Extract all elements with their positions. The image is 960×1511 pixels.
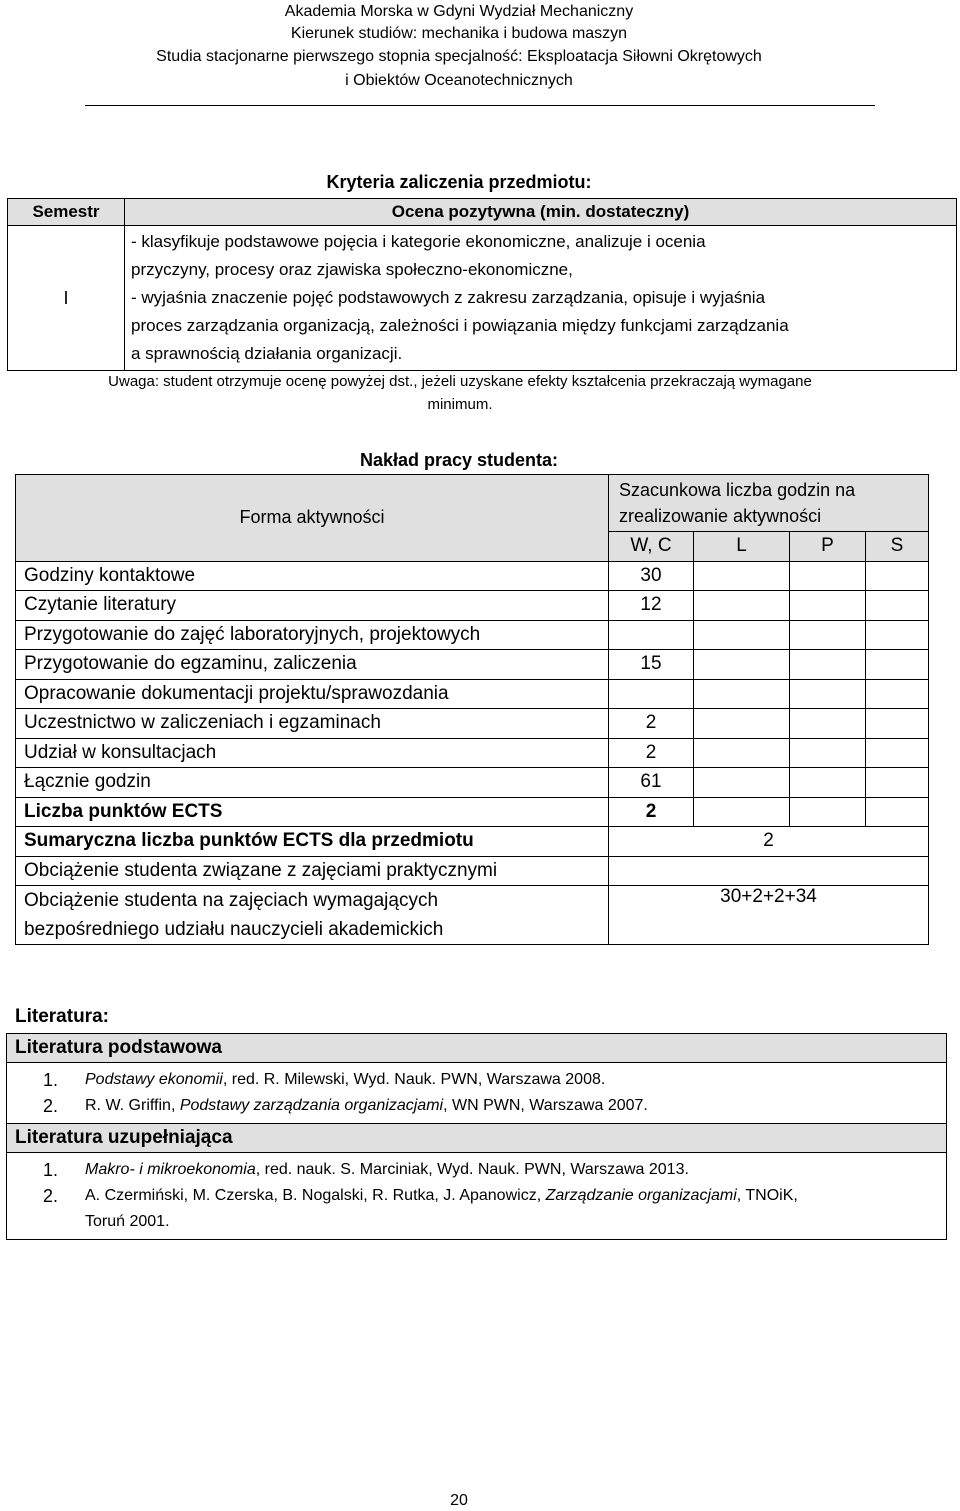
workload-row-wc: 2: [609, 738, 694, 768]
literature-supplementary-title: Literatura uzupełniająca: [7, 1124, 947, 1153]
workload-row-label: Liczba punktów ECTS: [16, 797, 609, 827]
book-details: , red. nauk. S. Marciniak, Wyd. Nauk. PWN, Warszawa 2013.: [255, 1161, 689, 1178]
criteria-line: - wyjaśnia znaczenie pojęć podstawowych z zakresu zarządzania, opisuje i wyjaśnia: [131, 288, 766, 307]
page-number: 20: [450, 1492, 468, 1509]
criteria-title: Kryteria zaliczenia przedmiotu:: [326, 172, 592, 192]
book-details: , red. R. Milewski, Wyd. Nauk. PWN, Warszawa 2008.: [222, 1071, 606, 1088]
literature-basic-title: Literatura podstawowa: [7, 1034, 947, 1063]
list-item-text: [85, 1093, 648, 1119]
workload-row-wc: 2: [609, 709, 694, 739]
table-row: [16, 679, 929, 709]
criteria-line: przyczyny, procesy oraz zjawiska społeczno-ekonomiczne,: [131, 260, 573, 279]
list-item: [7, 1067, 946, 1093]
workload-row-label: Przygotowanie do egzaminu, zaliczenia: [16, 650, 609, 680]
list-item-number: 1.: [43, 1070, 59, 1090]
workload-row-label: Godziny kontaktowe: [16, 561, 609, 591]
book-title: Zarządzanie organizacjami: [545, 1187, 737, 1204]
criteria-note-line: Uwaga: student otrzymuje ocenę powyżej dst., jeżeli uzyskane efekty kształcenia przekraczają wymagane: [108, 373, 812, 390]
list-item: [7, 1183, 946, 1235]
criteria-line: a sprawnością działania organizacji.: [131, 344, 403, 363]
book-details: , TNOiK,: [736, 1187, 798, 1204]
criteria-col-semester: Semestr: [8, 199, 125, 226]
workload-practical-value: [609, 856, 929, 886]
list-item-number: 1.: [43, 1160, 59, 1180]
workload-table: [15, 474, 929, 945]
literature-table: [6, 1033, 947, 1240]
table-row: [16, 886, 929, 945]
header-institution: Akademia Morska w Gdyni Wydział Mechaniczny: [284, 3, 634, 20]
book-title: Podstawy zarządzania organizacjami: [179, 1097, 444, 1114]
criteria-note: [10, 370, 910, 416]
book-title: Makro- i mikroekonomia: [85, 1161, 256, 1178]
workload-sum-label: Sumaryczna liczba punktów ECTS dla przedmiotu: [16, 827, 609, 857]
workload-col-hours-line: Szacunkowa liczba godzin na: [619, 480, 856, 500]
list-item-text: [85, 1183, 798, 1235]
workload-row-wc: 2: [609, 797, 694, 827]
workload-row-label: Czytanie literatury: [16, 591, 609, 621]
list-item: [7, 1093, 946, 1119]
criteria-line: - klasyfikuje podstawowe pojęcia i kategorie ekonomiczne, analizuje i ocenia: [131, 232, 706, 251]
workload-row-wc: 30: [609, 561, 694, 591]
literature-title: Literatura:: [15, 1006, 109, 1027]
workload-direct-label-line: Obciążenie studenta na zajęciach wymagających: [24, 890, 439, 911]
table-row: [16, 856, 929, 886]
workload-direct-label-line: bezpośredniego udziału nauczycieli akademickich: [24, 919, 444, 940]
workload-row-wc: [609, 620, 694, 650]
table-row: [16, 768, 929, 798]
table-row: [16, 738, 929, 768]
workload-row-wc: 61: [609, 768, 694, 798]
workload-subcol-s: S: [866, 532, 929, 562]
workload-col-hours-line: zrealizowanie aktywności: [619, 506, 822, 526]
criteria-semester-value: I: [8, 226, 125, 371]
workload-row-label: Udział w konsultacjach: [16, 738, 609, 768]
list-item-number: 2.: [43, 1186, 59, 1206]
table-row: [16, 591, 929, 621]
header-specialization: Studia stacjonarne pierwszego stopnia specjalność: Eksploatacja Siłowni Okrętowych: [156, 48, 762, 65]
criteria-note-line: minimum.: [427, 396, 493, 413]
header-divider: [85, 105, 875, 106]
table-row: [16, 797, 929, 827]
header-field-of-study: Kierunek studiów: mechanika i budowa maszyn: [290, 25, 628, 42]
criteria-col-grade: Ocena pozytywna (min. dostateczny): [125, 199, 957, 226]
workload-row-label: Łącznie godzin: [16, 768, 609, 798]
workload-title: Nakład pracy studenta:: [359, 450, 559, 470]
header-specialization-cont: i Obiektów Oceanotechnicznych: [345, 72, 573, 89]
book-author: A. Czermiński, M. Czerska, B. Nogalski, R. Rutka, J. Apanowicz,: [85, 1187, 546, 1204]
workload-subcol-l: L: [694, 532, 790, 562]
table-row: [16, 620, 929, 650]
list-item: [7, 1157, 946, 1183]
table-row: [16, 561, 929, 591]
criteria-table: [7, 198, 957, 371]
table-row: [16, 650, 929, 680]
workload-row-wc: 15: [609, 650, 694, 680]
book-title: Podstawy ekonomii: [85, 1071, 223, 1088]
workload-subcol-p: P: [790, 532, 866, 562]
workload-direct-value: 30+2+2+34: [609, 886, 929, 945]
workload-practical-label: Obciążenie studenta związane z zajęciami praktycznymi: [16, 856, 609, 886]
criteria-line: proces zarządzania organizacją, zależności i powiązania między funkcjami zarządzania: [131, 316, 789, 335]
list-item-number: 2.: [43, 1096, 59, 1116]
workload-col-activity: Forma aktywności: [16, 475, 609, 562]
book-details: , WN PWN, Warszawa 2007.: [443, 1097, 648, 1114]
book-details-cont: Toruń 2001.: [85, 1213, 170, 1230]
workload-subcol-wc: W, C: [609, 532, 694, 562]
workload-sum-value: 2: [609, 827, 929, 857]
literature-supplementary-list: [7, 1153, 947, 1240]
table-row: [16, 827, 929, 857]
workload-row-label: Uczestnictwo w zaliczeniach i egzaminach: [16, 709, 609, 739]
list-item-text: [85, 1157, 689, 1183]
book-author: R. W. Griffin,: [85, 1097, 180, 1114]
list-item-text: [85, 1067, 605, 1093]
table-row: [16, 709, 929, 739]
literature-basic-list: [7, 1063, 947, 1124]
workload-direct-label: [16, 886, 609, 945]
workload-row-wc: 12: [609, 591, 694, 621]
workload-row-label: Opracowanie dokumentacji projektu/sprawozdania: [16, 679, 609, 709]
workload-col-hours: [609, 475, 929, 532]
workload-row-wc: [609, 679, 694, 709]
criteria-description: [125, 226, 957, 371]
workload-row-label: Przygotowanie do zajęć laboratoryjnych, projektowych: [16, 620, 609, 650]
